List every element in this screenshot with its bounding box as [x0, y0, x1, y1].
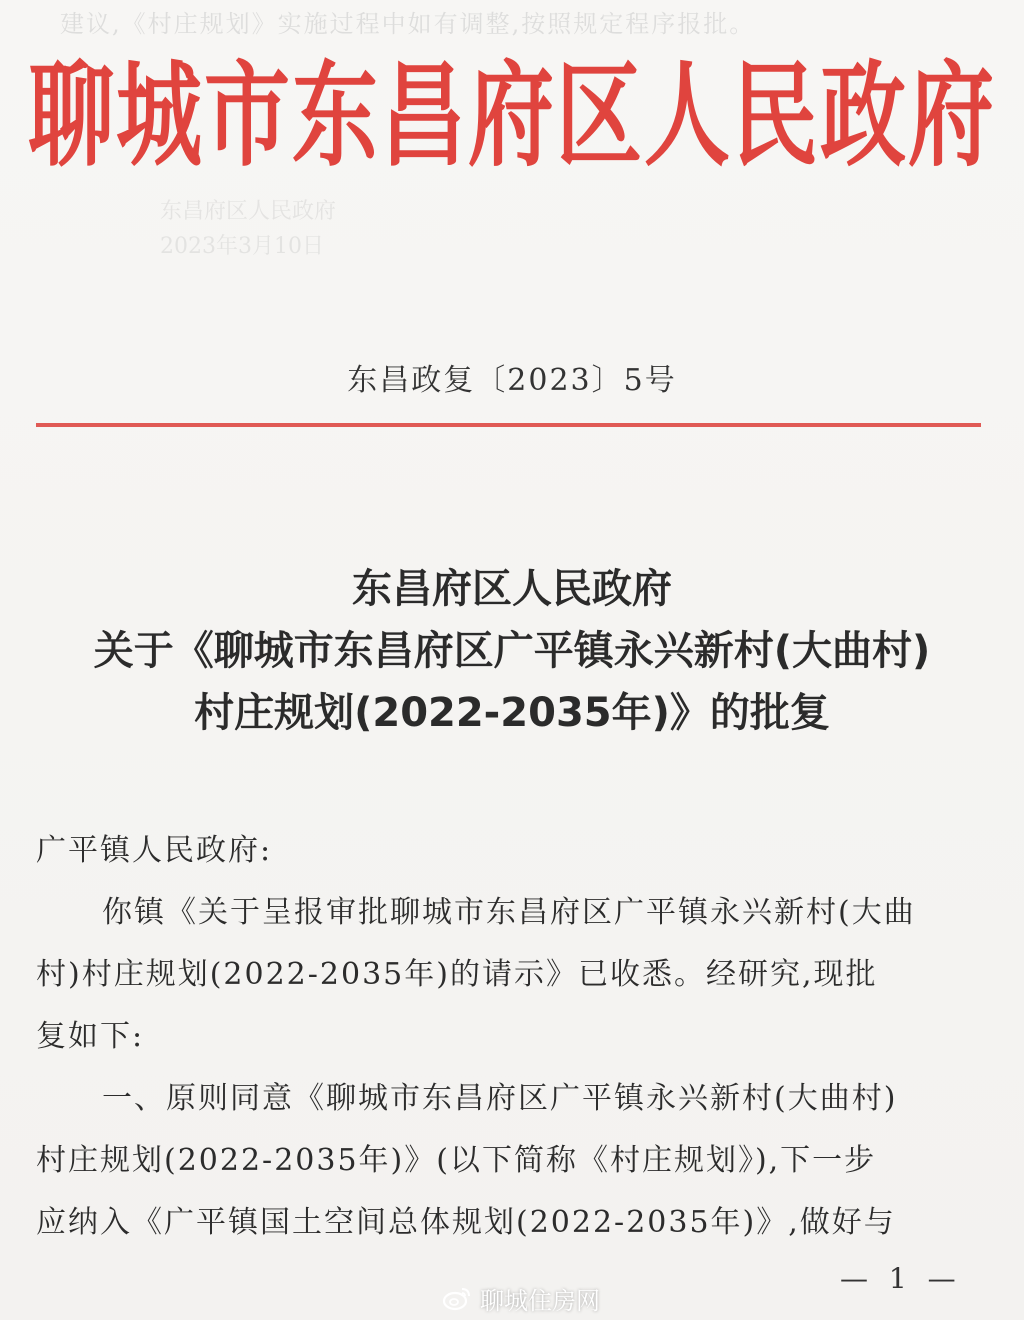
salutation: 广平镇人民政府: [36, 833, 273, 868]
paragraph-2-line-3: 应纳入《广平镇国土空间总体规划(2022-2035年)》,做好与 [36, 1205, 896, 1240]
bleed-through-text: 建议,《村庄规划》实施过程中如有调整,按照规定程序报批。 [60, 10, 756, 38]
title-line-3: 村庄规划(2022-2035年)》的批复 [194, 690, 830, 736]
paragraph-2-line-1: 一、原则同意《聊城市东昌府区广平镇永兴新村(大曲村) [102, 1081, 898, 1116]
title-line-1: 东昌府区人民政府 [352, 566, 672, 612]
weibo-icon [442, 1285, 472, 1311]
paragraph-1-line-3: 复如下: [36, 1019, 145, 1054]
document-number: 东昌政复〔2023〕5号 [347, 363, 677, 398]
ghost-stamp-line1: 东昌府区人民政府 [160, 199, 337, 224]
title-line-2: 关于《聊城市东昌府区广平镇永兴新村(大曲村) [93, 628, 931, 674]
ghost-stamp [160, 190, 460, 290]
paragraph-1-line-2: 村)村庄规划(2022-2035年)的请示》已收悉。经研究,现批 [36, 957, 878, 992]
ghost-stamp-line2: 2023年3月10日 [160, 234, 324, 259]
page-number: — 1 — [840, 1262, 962, 1295]
paragraph-1-line-1: 你镇《关于呈报审批聊城市东昌府区广平镇永兴新村(大曲 [102, 895, 916, 930]
red-divider [36, 423, 981, 427]
paragraph-2-line-2: 村庄规划(2022-2035年)》(以下简称《村庄规划》),下一步 [36, 1143, 877, 1178]
document-body [36, 820, 981, 1254]
watermark-text: 聊城住房网 [480, 1286, 600, 1315]
issuer-header: 聊城市东昌府区人民政府 [28, 50, 996, 183]
watermark [442, 1280, 600, 1316]
document-title [0, 558, 1024, 744]
